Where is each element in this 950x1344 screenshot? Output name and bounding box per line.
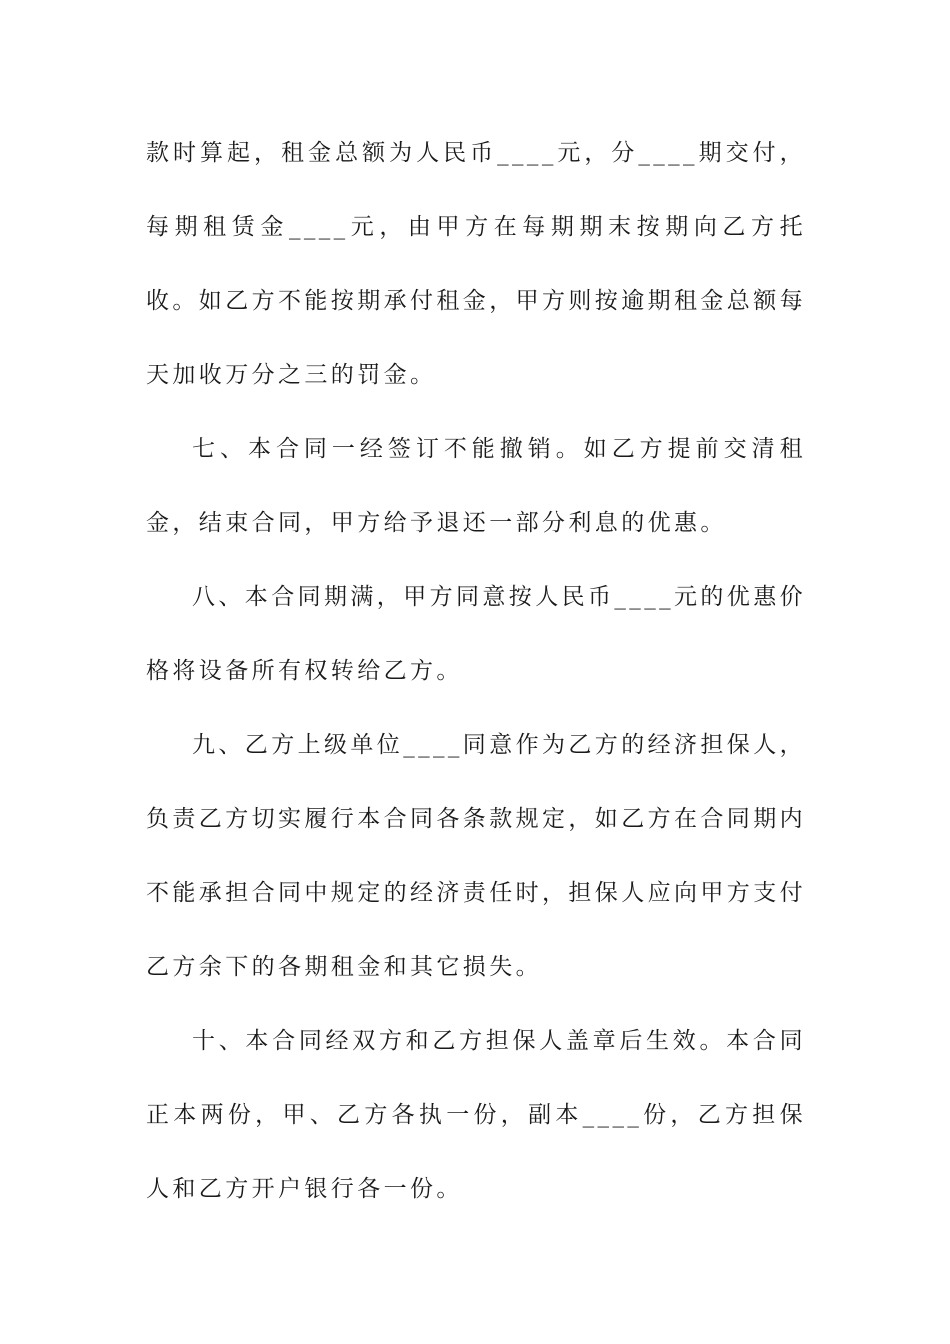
paragraph-continued: 款时算起，租金总额为人民币____元，分____期交付，每期租赁金____元，由甲方在每期期末按期向乙方托收。如乙方不能按期承付租金，甲方则按逾期租金总额每天加收万分之三的罚金。 — [146, 140, 806, 388]
paragraph-clause-9: 九、乙方上级单位____同意作为乙方的经济担保人，负责乙方切实履行本合同各条款规定，如乙方在合同期内不能承担合同中规定的经济责任时，担保人应向甲方支付乙方余下的各期租金和其它损失。 — [146, 732, 806, 980]
paragraph-clause-10: 十、本合同经双方和乙方担保人盖章后生效。本合同正本两份，甲、乙方各执一份，副本____份，乙方担保人和乙方开户银行各一份。 — [146, 1028, 806, 1202]
paragraph-clause-7: 七、本合同一经签订不能撤销。如乙方提前交清租金，结束合同，甲方给予退还一部分利息的优惠。 — [146, 436, 806, 536]
paragraph-clause-8: 八、本合同期满，甲方同意按人民币____元的优惠价格将设备所有权转给乙方。 — [146, 584, 806, 684]
document-page — [146, 116, 806, 1226]
